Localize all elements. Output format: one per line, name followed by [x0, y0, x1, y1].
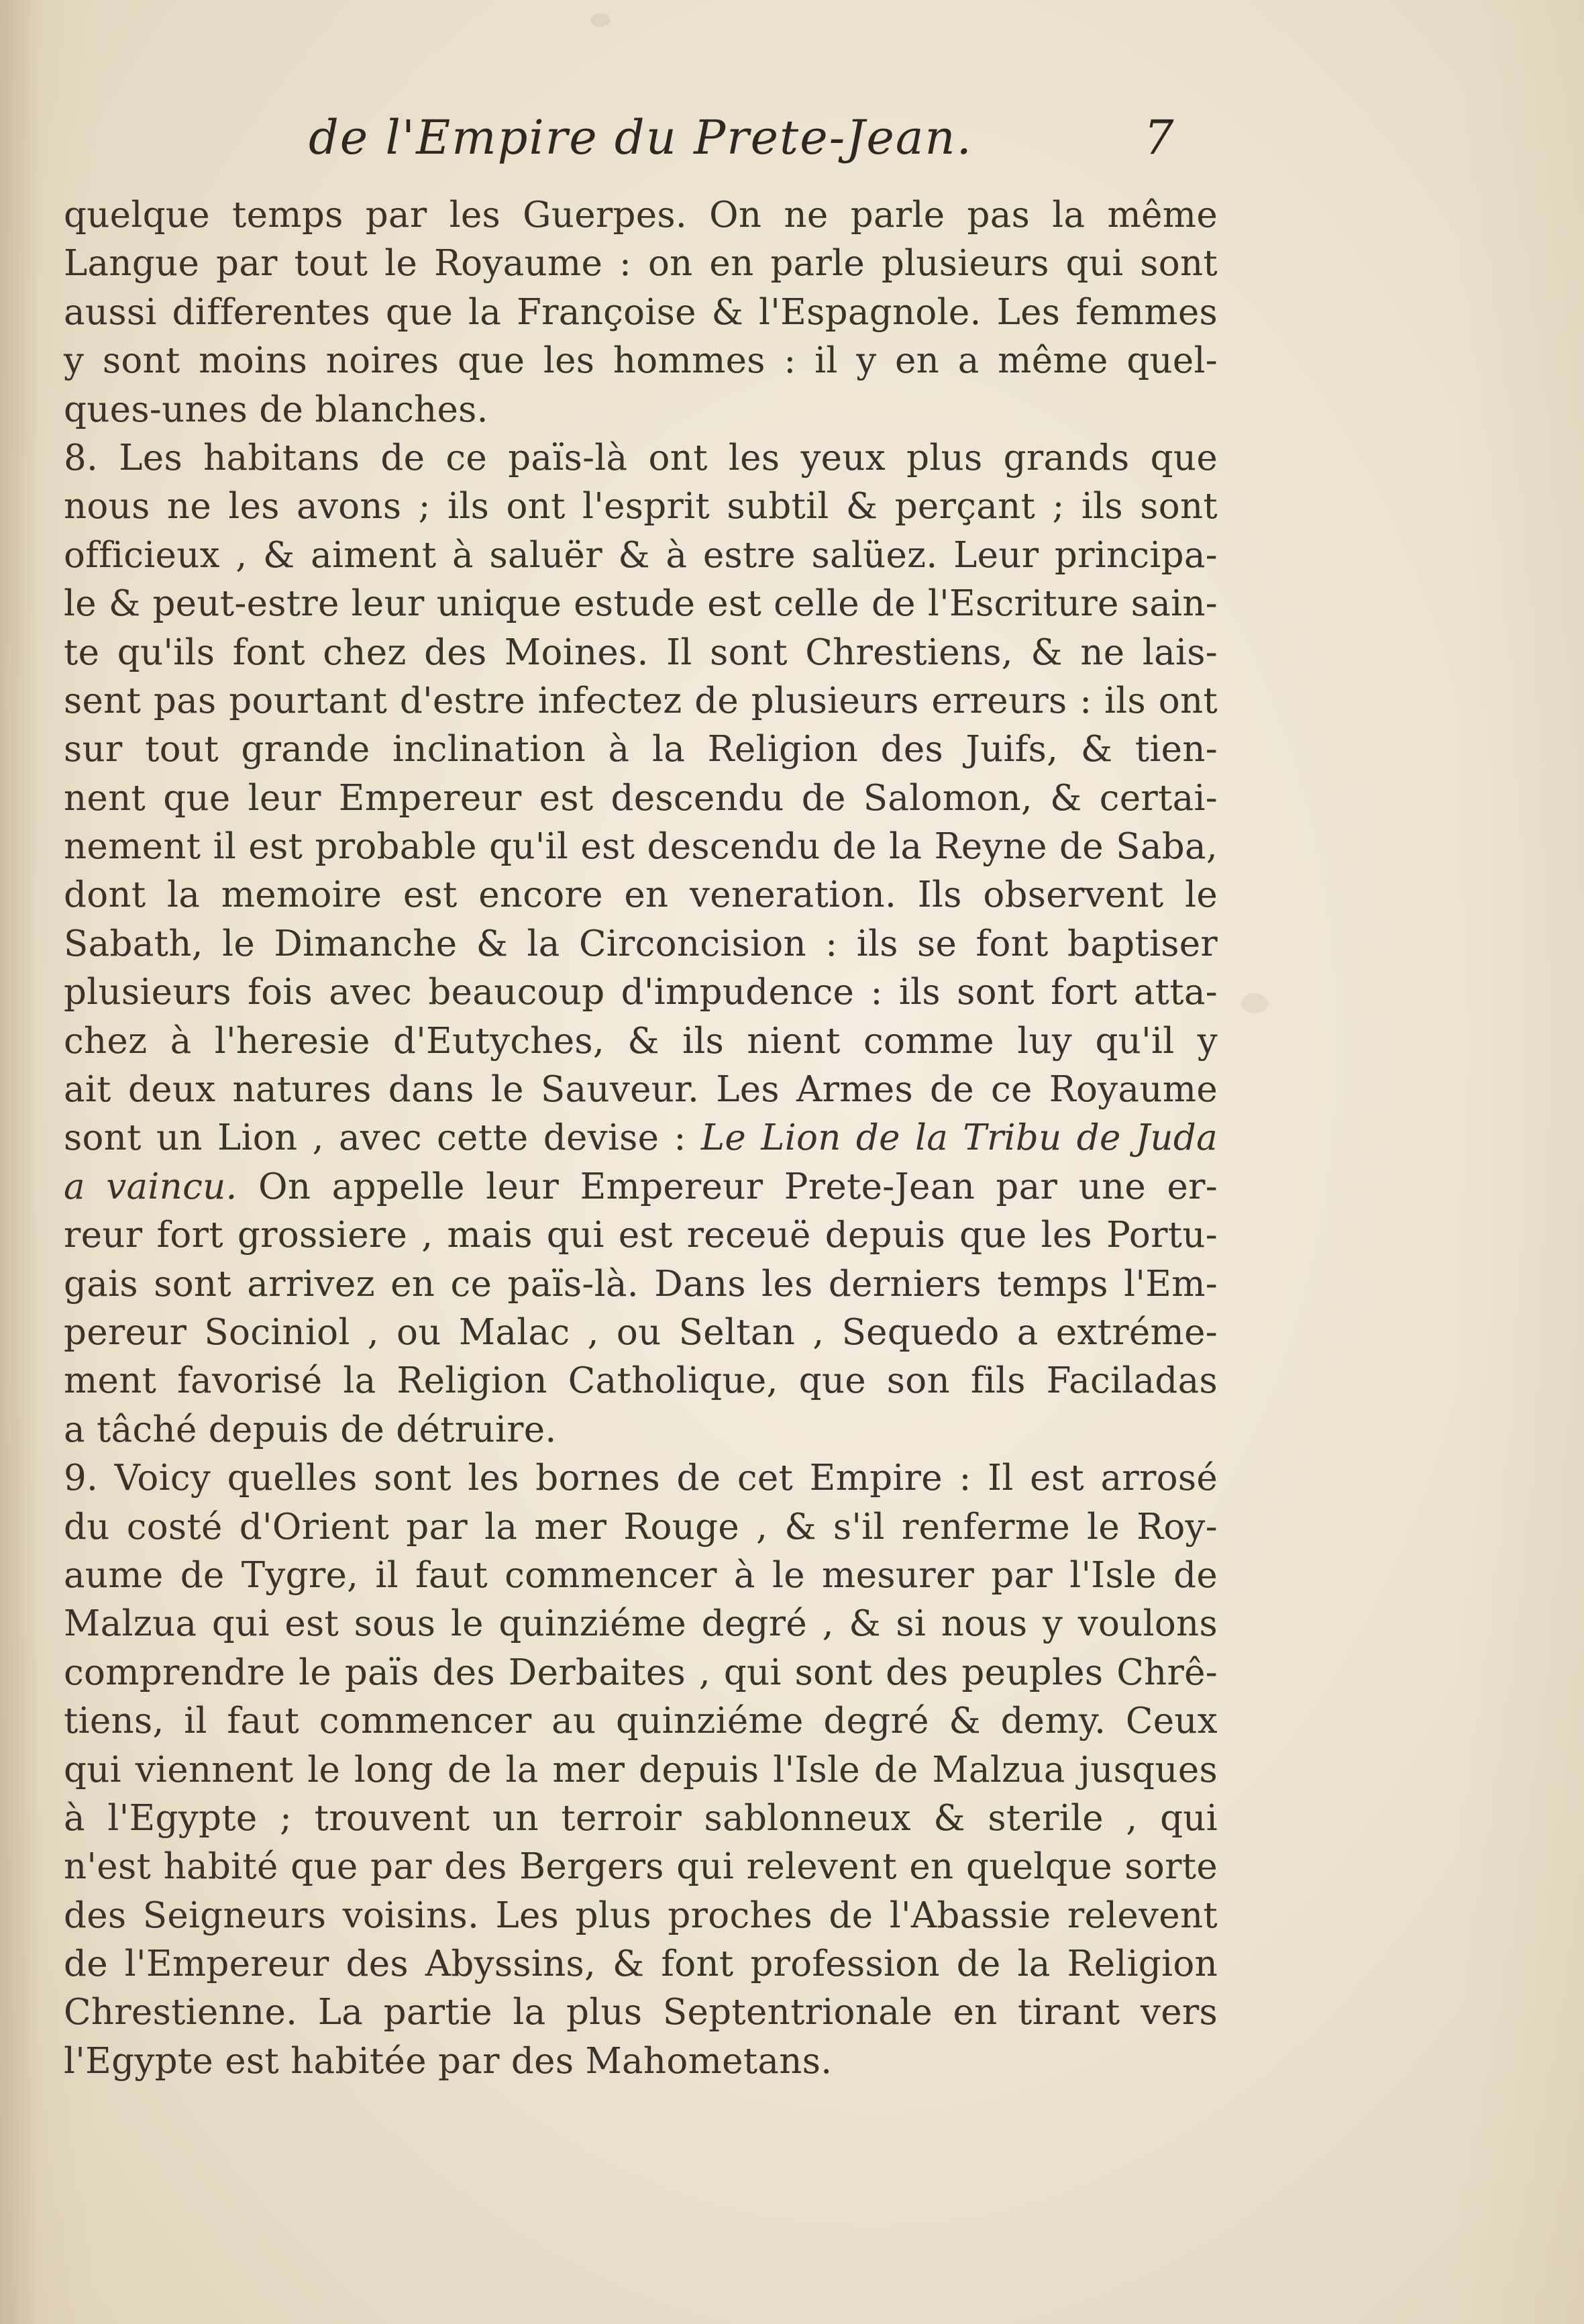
text-line: le & peut-estre leur unique estude est celle de l'Escriture sain-	[64, 583, 1218, 625]
text-line: chez à l'heresie d'Eutyches, & ils nient comme luy qu'il y	[64, 1020, 1218, 1062]
text-line: dont la memoire est encore en veneration. Ils observent le	[64, 874, 1218, 916]
motto-italic: Le Lion de la Tribu de Juda	[700, 1117, 1218, 1159]
text-line: y sont moins noires que les hommes : il y en a même quel-	[64, 340, 1218, 382]
body-text	[64, 191, 1218, 2086]
text-line: n'est habité que par des Bergers qui relevent en quelque sorte	[64, 1846, 1218, 1888]
text-line	[64, 1163, 1218, 1211]
text-line: nous ne les avons ; ils ont l'esprit subtil & perçant ; ils sont	[64, 486, 1218, 527]
text-line: a tâché depuis de détruire.	[64, 1409, 557, 1450]
motto-intro: sont un Lion , avec cette devise :	[64, 1117, 686, 1159]
text-line: Chrestienne. La partie la plus Septentrionale en tirant vers	[64, 1992, 1218, 2033]
text-line: du costé d'Orient par la mer Rouge , & s'il renferme le Roy-	[64, 1506, 1218, 1548]
text-line: Malzua qui est sous le quinziéme degré , & si nous y voulons	[64, 1603, 1218, 1645]
text-line: ques-unes de blanches.	[64, 389, 488, 430]
text-line: pereur Sociniol , ou Malac , ou Seltan , Sequedo a extréme-	[64, 1311, 1218, 1353]
text-line: ait deux natures dans le Sauveur. Les Armes de ce Royaume	[64, 1069, 1218, 1111]
text-line: nent que leur Empereur est descendu de Salomon, & certai-	[64, 777, 1218, 819]
motto-italic-end: a vaincu.	[64, 1166, 237, 1207]
text-line: quelque temps par les Guerpes. On ne parle pas la même	[64, 195, 1218, 236]
text-line: des Seigneurs voisins. Les plus proches de l'Abassie relevent	[64, 1894, 1218, 1936]
text-line: tiens, il faut commencer au quinziéme degré & demy. Ceux	[64, 1701, 1218, 1742]
text-line	[64, 1114, 1218, 1162]
text-line: qui viennent le long de la mer depuis l'Isle de Malzua jusques	[64, 1749, 1218, 1790]
running-header	[67, 101, 1194, 174]
text-line: 9. Voicy quelles sont les bornes de cet Empire : Il est arrosé	[64, 1458, 1218, 1499]
page-gutter-shadow	[0, 0, 40, 2324]
text-line: Langue par tout le Royaume : on en parle plusieurs qui sont	[64, 243, 1218, 285]
paper-stain	[590, 13, 611, 27]
paper-stain	[1241, 993, 1268, 1013]
text-line: comprendre le païs des Derbaites , qui sont des peuples Chrê-	[64, 1652, 1218, 1693]
page-number: 7	[1144, 110, 1174, 165]
text-line: te qu'ils font chez des Moines. Il sont Chrestiens, & ne lais-	[64, 631, 1218, 673]
text-line: reur fort grossiere , mais qui est receuë depuis que les Portu-	[64, 1215, 1218, 1256]
text-line: l'Egypte est habitée par des Mahometans.	[64, 2040, 833, 2082]
text-line: aussi differentes que la Françoise & l'Espagnole. Les femmes	[64, 291, 1218, 333]
text-line: aume de Tygre, il faut commencer à le mesurer par l'Isle de	[64, 1554, 1218, 1596]
text-line: Sabath, le Dimanche & la Circoncision : ils se font baptiser	[64, 923, 1218, 964]
text-line: sur tout grande inclination à la Religion des Juifs, & tien-	[64, 729, 1218, 770]
text-line: 8. Les habitans de ce païs-là ont les yeux plus grands que	[64, 437, 1218, 478]
text-line: gais sont arrivez en ce païs-là. Dans les derniers temps l'Em-	[64, 1263, 1218, 1305]
text-line: sent pas pourtant d'estre infectez de plusieurs erreurs : ils ont	[64, 680, 1218, 721]
text-line: ment favorisé la Religion Catholique, que son fils Faciladas	[64, 1360, 1218, 1402]
text-line: officieux , & aiment à saluër & à estre salüez. Leur principa-	[64, 534, 1218, 576]
text-line: à l'Egypte ; trouvent un terroir sablonneux & sterile , qui	[64, 1797, 1218, 1839]
text-line-rest: On appelle leur Empereur Prete-Jean par une er-	[258, 1166, 1218, 1207]
text-line: de l'Empereur des Abyssins, & font profession de la Religion	[64, 1943, 1218, 1985]
text-line: plusieurs fois avec beaucoup d'impudence : ils sont fort atta-	[64, 972, 1218, 1013]
running-title: de l'Empire du Prete-Jean.	[309, 110, 973, 165]
text-line: nement il est probable qu'il est descendu de la Reyne de Saba,	[64, 826, 1218, 868]
